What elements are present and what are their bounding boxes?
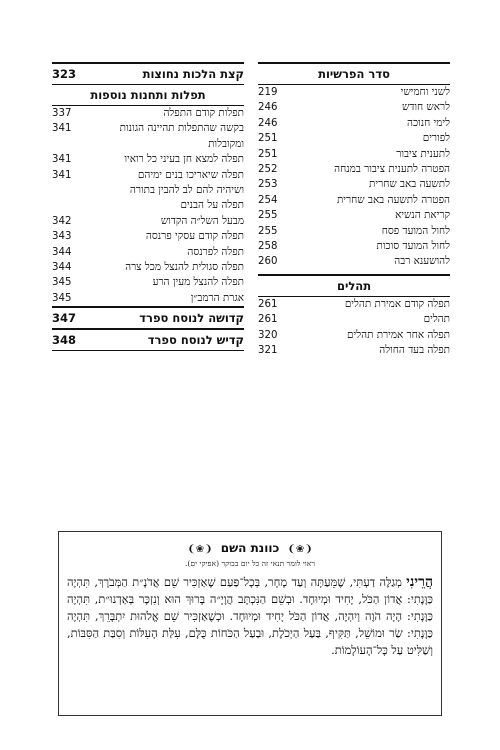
entry-title-line: בקשה שהתפלות תהיינה הגונות [119, 122, 244, 135]
entry-title-line: תפלות קודם התפלה [163, 107, 244, 119]
page-number: 337 [52, 108, 72, 119]
page-number: 255 [258, 225, 278, 237]
entry-title [280, 254, 450, 269]
toc-entry [52, 275, 244, 290]
toc-list-parshiyot [258, 85, 450, 270]
first-word: הֲרֵינִי [406, 574, 433, 590]
entry-title [74, 198, 244, 213]
entry-title-line: תפלה קודם אמירת תהלים [344, 297, 450, 310]
entry-title-line: תפלה למצא חן בעיני כל רואיו [124, 153, 244, 166]
toc-entry [52, 152, 244, 167]
entry-title-line: תפלה על הבנים [180, 199, 244, 212]
page-number: 320 [258, 329, 278, 341]
toc-entry [258, 131, 450, 146]
page-number: 246 [258, 117, 278, 129]
entry-title [280, 193, 450, 208]
entry-title [74, 214, 244, 229]
toc-right-column [258, 62, 450, 359]
section-header-tehillim: תהלים [336, 278, 372, 293]
page-number: 348 [52, 333, 77, 348]
entry-title [280, 85, 450, 100]
page-number: 253 [258, 179, 278, 191]
entry-title-line: לחול המועד פסח [381, 224, 450, 237]
entry-title-line: לראש חודש [401, 101, 450, 114]
entry-title-line: לחול המועד סוכות [376, 240, 450, 253]
toc-list-tehillim [258, 297, 450, 359]
entry-title-line: להושענא רבה [394, 255, 450, 268]
page-number: 255 [258, 210, 278, 222]
ornament-icon: ❨❀❩ [287, 544, 313, 555]
box-title-text: כוונת השם [220, 541, 280, 555]
entry-title-line: תפלה סגולית להנצל מכל צרה [125, 261, 244, 274]
page-number: 261 [258, 298, 278, 310]
page-number: 252 [258, 164, 278, 176]
toc-entry [52, 168, 244, 199]
toc-left-column [52, 62, 244, 351]
entry-title [74, 106, 244, 121]
toc-entry [258, 343, 450, 358]
toc-entry [258, 100, 450, 115]
page-number: 219 [258, 87, 278, 98]
page-number: 341 [52, 169, 72, 181]
entry-title [280, 131, 450, 146]
toc-entry [52, 106, 244, 121]
entry-title [74, 168, 244, 199]
page-number: 261 [258, 314, 278, 326]
toc-entry [258, 116, 450, 131]
page-number: 251 [258, 133, 278, 145]
box-subtitle: ראוי לומר תנאי זה כל יום בבוקר (אפיקי ים). [184, 559, 316, 568]
page-number: 246 [258, 102, 278, 114]
page-number: 343 [52, 231, 72, 243]
entry-title-line: לתשעה באב שחרית [369, 178, 450, 191]
entry-title-line: תהלים [423, 313, 450, 326]
entry-title [74, 275, 244, 290]
page-number: 321 [258, 345, 278, 357]
entry-title [74, 229, 244, 244]
page-number: 341 [52, 154, 72, 166]
page-number: 347 [52, 311, 77, 326]
entry-title-line: תפלה קודם עסקי פרנסה [145, 230, 244, 243]
entry-title [280, 162, 450, 177]
section-title: קדיש לנוסח ספרד [147, 333, 244, 348]
section-header-halachot [52, 64, 244, 84]
toc-entry [52, 121, 244, 152]
page-number: 341 [52, 123, 72, 135]
entry-title-line: תפלה שיאריכו בנים ימיהם [137, 168, 244, 181]
entry-title-line: ומקובלות [208, 137, 244, 150]
entry-title [280, 147, 450, 162]
entry-title-line: תפלה לפרנסה [187, 245, 244, 258]
entry-title [280, 100, 450, 115]
entry-title-line: לימי חנוכה [406, 116, 450, 129]
toc-entry [258, 162, 450, 177]
entry-title-line: מבעל השל״ה הקדוש [160, 214, 244, 227]
entry-title [280, 343, 450, 358]
box-title [67, 540, 433, 558]
toc-entry [258, 297, 450, 312]
entry-title [280, 116, 450, 131]
entry-title-line: ושיהיה להם לב להבין בתורה [129, 184, 244, 197]
page-number: 258 [258, 241, 278, 253]
entry-title [280, 312, 450, 327]
section-header-kedusha [52, 308, 244, 328]
toc-entry [258, 147, 450, 162]
ornament-icon: ❨❀❩ [187, 544, 213, 555]
entry-title-line: אגרת הרמב״ן [190, 291, 244, 304]
entry-title-line: לפורים [422, 132, 450, 145]
entry-title [280, 208, 450, 223]
page-number: 344 [52, 246, 72, 258]
entry-title [280, 177, 450, 192]
section-header-parshiyot: סדר הפרשיות [318, 67, 390, 81]
kavanat-hashem-box [58, 531, 442, 716]
toc-entry [52, 260, 244, 275]
page-number: 254 [258, 194, 278, 206]
toc-entry [258, 328, 450, 343]
entry-title [74, 291, 244, 306]
entry-title [280, 297, 450, 312]
body-text: מְגַלֶּה דַעְתִּי, שֶׁמֵּעַתָּה וְעַד מָחָר, בְּכָל־פַּעַם שֶׁאַזְכִּיר שֵׁם אֲדֹנָ״ת הַמְּבֹרָךְ, תִּהְיֶה כַּוָּנָתִי: אֲדוֹן הַכֹּל, יָחִיד וּמְיוּחָד. וּבְשֵׁם הַנִּכְתָּב הֲוָיָ״ה בָּרוּךְ הוּא וְנִזְכָּר בְּאַדְנוּ״ת, תִּהְיֶה כַּוָּנָתִי: הָיָה הֹוֶה וְיִהְיֶה, אֲדוֹן הַכֹּל יָחִיד וּמְיוּחָד. וּכְשֶׁאַזְכִּיר שֵׁם אֱלֹהוּת יִתְבָּרֵךְ, תִּהְיֶה כַּוָּנָתִי: שַׂר וּמוֹשֵׁל, תַּקִּיף, בַּעַל הַיְכֹלֶת, וּבַעַל הַכֹּחוֹת כֻּלָּם, עִלַּת הָעִלּוֹת וְסִבַּת הַסִּבּוֹת, וְשַׁלִּיט עַל כָּל־הָעוֹלָמוֹת. [67, 575, 433, 657]
toc-entry [258, 312, 450, 327]
page-number: 344 [52, 262, 72, 274]
entry-title [280, 224, 450, 239]
entry-title [280, 328, 450, 343]
toc-entry [52, 291, 244, 306]
entry-title-line: תפלה אחר אמירת תהלים [347, 328, 450, 341]
toc-entry [258, 177, 450, 192]
entry-title-line: הפטרה לתענית ציבור במנחה [334, 163, 450, 176]
entry-title [74, 260, 244, 275]
toc-entry [258, 85, 450, 100]
toc-entry [258, 254, 450, 269]
page-number: 345 [52, 292, 72, 304]
toc-entry [52, 245, 244, 260]
toc-entry [258, 193, 450, 208]
toc-list-tefilot [52, 106, 244, 306]
section-title: קדושה לנוסח ספרד [139, 311, 244, 326]
section-header-kaddish [52, 330, 244, 350]
entry-title-line: תפלה בעד החולה [379, 344, 450, 357]
entry-title [74, 245, 244, 260]
toc-entry [258, 239, 450, 254]
divider [52, 350, 244, 351]
toc-entry [258, 224, 450, 239]
toc-entry [258, 208, 450, 223]
entry-title-line: תפלה להנצל מעין הרע [152, 276, 244, 289]
toc-entry [52, 229, 244, 244]
entry-title-line: לתענית ציבור [396, 147, 450, 160]
entry-title-line: הפטרה לתשעה באב שחרית [336, 193, 450, 206]
page-number: 342 [52, 215, 72, 227]
entry-title [280, 239, 450, 254]
section-title: קצת הלכות נחוצות [142, 67, 244, 81]
entry-title-line: לשני וחמישי [400, 86, 450, 98]
entry-title-line: קריאת הנשיא [395, 209, 450, 222]
entry-title [74, 121, 244, 152]
page-number: 323 [52, 67, 77, 81]
page-number: 345 [52, 277, 72, 289]
page-number: 260 [258, 256, 278, 268]
toc-entry [52, 214, 244, 229]
box-body [67, 574, 433, 659]
section-header-tefilot: תפלות ותחנות נוספות [90, 88, 206, 102]
toc-entry [52, 198, 244, 213]
entry-title [74, 152, 244, 167]
page-number: 251 [258, 148, 278, 160]
